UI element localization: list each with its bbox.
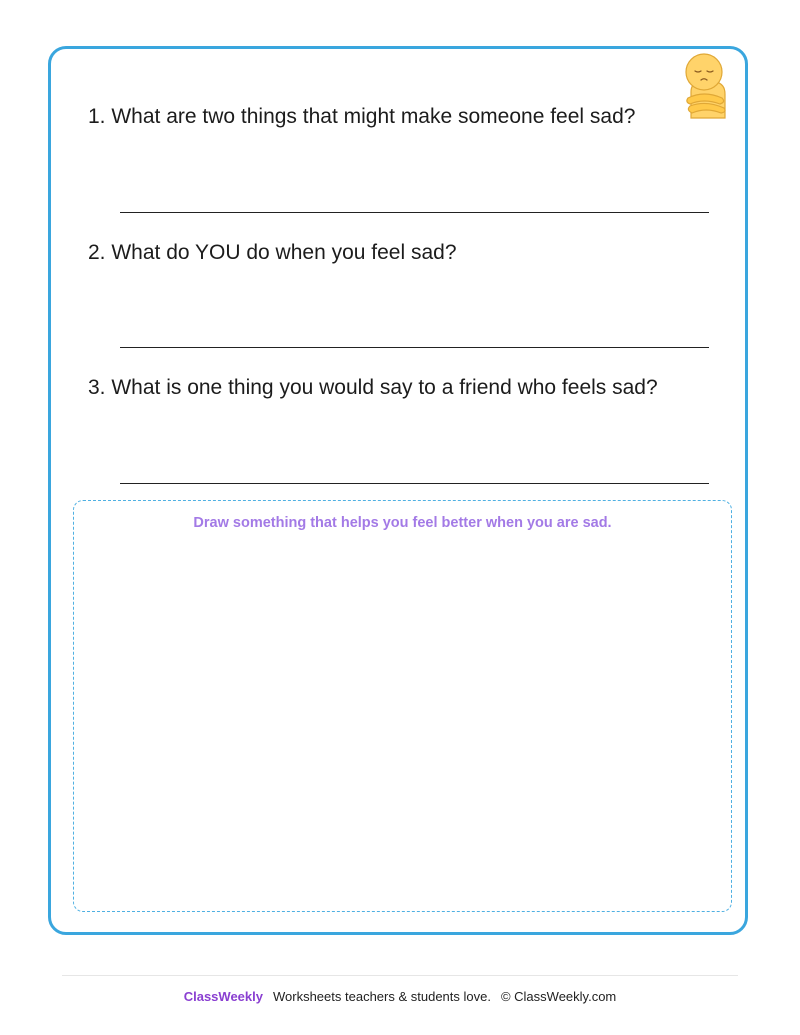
- footer-divider: [62, 975, 738, 976]
- footer: [0, 989, 800, 1004]
- answer-line-2[interactable]: [120, 347, 709, 348]
- sad-hugging-person-icon: [682, 52, 732, 120]
- question-1: 1. What are two things that might make someone feel sad?: [88, 105, 636, 128]
- footer-tagline: Worksheets teachers & students love.: [272, 989, 491, 1004]
- question-3: 3. What is one thing you would say to a friend who feels sad?: [88, 376, 658, 399]
- answer-line-3[interactable]: [120, 483, 709, 484]
- answer-line-1[interactable]: [120, 212, 709, 213]
- drawing-area[interactable]: [73, 500, 732, 912]
- question-2: 2. What do YOU do when you feel sad?: [88, 241, 457, 264]
- drawing-prompt: Draw something that helps you feel better when you are sad.: [193, 515, 612, 531]
- footer-copyright: © ClassWeekly.com: [500, 989, 617, 1004]
- footer-brand: ClassWeekly: [183, 989, 263, 1004]
